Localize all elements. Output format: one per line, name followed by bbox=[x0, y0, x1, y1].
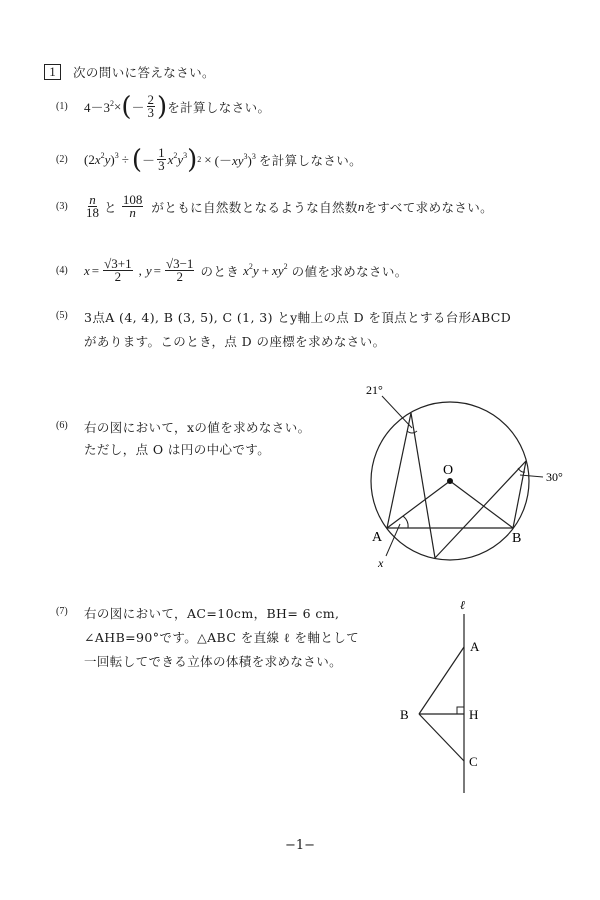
question-label: (1) bbox=[56, 101, 68, 112]
q4-equals-1: = bbox=[91, 262, 100, 278]
q1-fraction: $\frac{2}{3}$ bbox=[147, 92, 155, 120]
q2-term-2: $x^2y^3$ bbox=[167, 150, 188, 167]
q4-y: y bbox=[145, 262, 152, 278]
q7-line-2: ∠AHB=90°です。△ABC を直線 ℓ を軸として bbox=[84, 630, 360, 645]
page-number: −1− bbox=[284, 838, 316, 853]
q3-and: と bbox=[104, 199, 117, 215]
label-o: O bbox=[443, 463, 454, 478]
segment-ba bbox=[419, 647, 464, 714]
q4-instruction: の値を求めなさい。 bbox=[291, 263, 408, 279]
q3-instruction: をすべて求めなさい。 bbox=[364, 199, 494, 215]
q5-line-1: 3点A (4, 4), B (3, 5), C (1, 3) とy軸上の点 D を頂点とする台形ABCD bbox=[84, 310, 512, 325]
q3-variable-n: n bbox=[357, 198, 365, 214]
q6-line-2: ただし，点 O は円の中心です。 bbox=[84, 442, 271, 457]
q2-minus: － bbox=[142, 153, 156, 168]
label-b: B bbox=[512, 531, 522, 546]
q4-x: x bbox=[84, 262, 90, 278]
q2-term-1: $(2x^2y)^3$ bbox=[84, 150, 119, 167]
label-x: x bbox=[378, 556, 384, 570]
label-a: A bbox=[372, 530, 383, 545]
question-label: (4) bbox=[56, 265, 68, 276]
angle-label-30: 30° bbox=[546, 470, 563, 484]
question-label: (2) bbox=[56, 154, 68, 165]
segment-bc bbox=[419, 714, 464, 761]
section-number-box: 1 bbox=[44, 64, 61, 80]
label-b: B bbox=[400, 707, 409, 722]
q4-equals-2: = bbox=[153, 262, 161, 278]
q4-comma: , bbox=[138, 262, 142, 278]
section-title: 次の問いに答えなさい。 bbox=[73, 65, 215, 80]
q1-instruction: を計算しなさい。 bbox=[167, 99, 271, 115]
question-2: (2) $(2x^2y)^3$ ÷ ( － $\frac{1}{3}$ $x^2y^3$ ) 2 × $(-xy^3)^3$ を計算しなさい。 bbox=[56, 144, 363, 175]
q4-expression: $x^2y + xy^2$ bbox=[243, 261, 288, 278]
question-label: (5) bbox=[56, 310, 68, 321]
q2-times: × bbox=[204, 151, 212, 167]
q1-minus: － bbox=[131, 100, 145, 115]
q4-notoki: のとき bbox=[200, 263, 240, 279]
q1-times: × bbox=[114, 98, 122, 114]
q4-fraction-x: $\frac{√3+1}{2}$ bbox=[104, 256, 132, 284]
label-h: H bbox=[469, 707, 479, 722]
label-a: A bbox=[470, 639, 480, 654]
q3-fraction-1: $\frac{n}{18}$ bbox=[86, 192, 99, 220]
q2-fraction: $\frac{1}{3}$ bbox=[158, 145, 165, 173]
question-label: (6) bbox=[56, 420, 68, 431]
label-line-l: ℓ bbox=[460, 598, 465, 612]
label-c: C bbox=[469, 754, 478, 769]
q2-divide: ÷ bbox=[121, 151, 129, 167]
question-label: (3) bbox=[56, 201, 68, 212]
q1-expr-a: $4-3^2$ bbox=[84, 99, 115, 115]
question-label: (7) bbox=[56, 606, 68, 617]
question-1: (1) $4-3^2$ × ( － $\frac{2}{3}$ ) を計算しなさい。 bbox=[56, 91, 271, 122]
q7-line-1: 右の図において，AC=10cm，BH= 6 cm, bbox=[84, 606, 340, 621]
q7-line-3: 一回転してできる立体の体積を求めなさい。 bbox=[84, 654, 343, 669]
q4-fraction-y: $\frac{√3-1}{2}$ bbox=[165, 256, 194, 284]
angle-label-21: 21° bbox=[366, 383, 383, 397]
q6-line-1: 右の図において，xの値を求めなさい。 bbox=[84, 420, 311, 435]
q3-fraction-2: $\frac{108}{n}$ bbox=[122, 192, 143, 220]
q5-line-2: があります。このとき，点 D の座標を求めなさい。 bbox=[84, 334, 386, 349]
q2-instruction: を計算しなさい。 bbox=[258, 152, 363, 168]
q2-term-3: $(-xy^3)^3$ bbox=[214, 152, 256, 168]
right-angle-mark bbox=[457, 707, 464, 714]
q3-text: がともに自然数となるような自然数 bbox=[151, 199, 358, 215]
